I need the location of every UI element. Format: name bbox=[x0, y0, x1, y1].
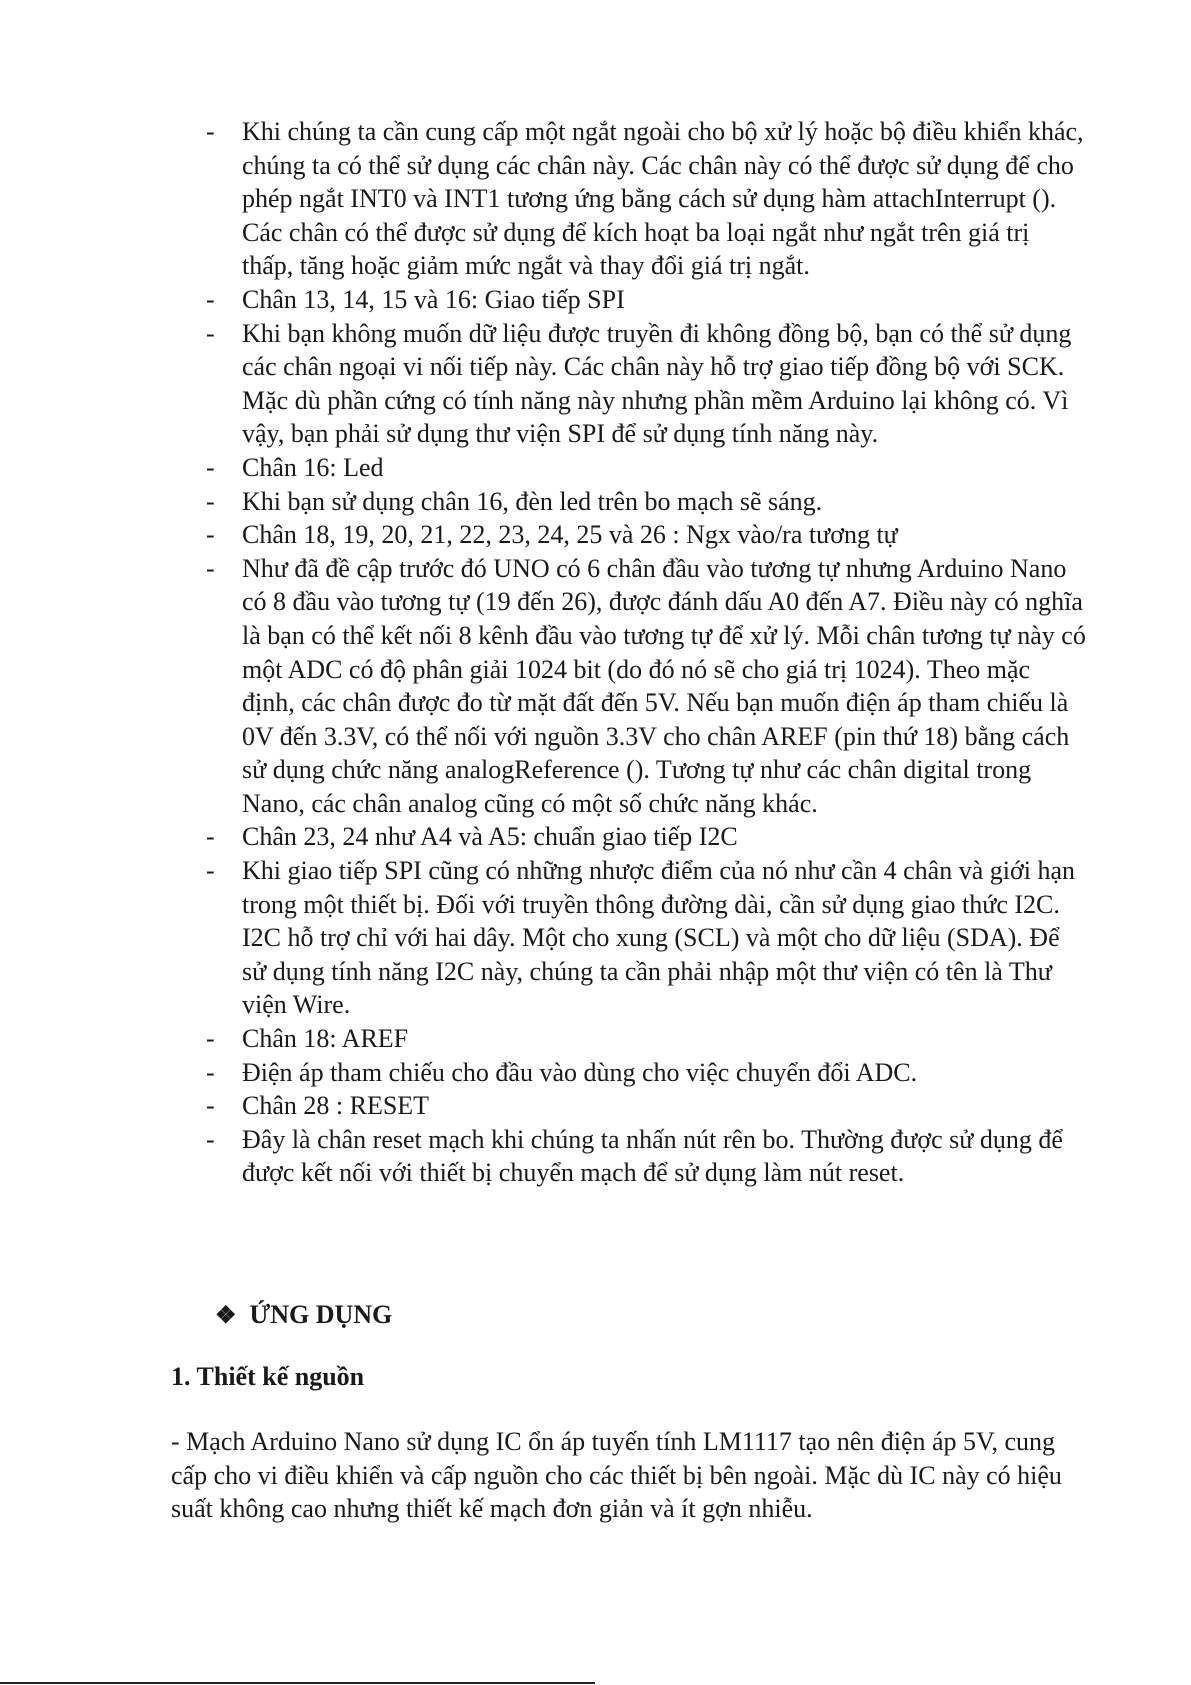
list-item bbox=[206, 1022, 1086, 1056]
list-item-text: Chân 16: Led bbox=[242, 452, 384, 482]
list-item-text: Đây là chân reset mạch khi chúng ta nhấn nút rên bo. Thường được sử dụng để được kết nối với thiết bị chuyển mạch để sử dụng làm nút reset. bbox=[242, 1124, 1063, 1188]
list-item-text: Điện áp tham chiếu cho đầu vào dùng cho việc chuyển đổi ADC. bbox=[242, 1057, 918, 1087]
list-item bbox=[206, 115, 1086, 283]
dash-marker: - bbox=[206, 486, 215, 516]
dash-marker: - bbox=[206, 1057, 215, 1087]
list-item-text: Khi bạn không muốn dữ liệu được truyền đi không đồng bộ, bạn có thể sử dụng các chân ngoại vi nối tiếp này. Các chân này hỗ trợ giao tiếp đồng bộ với SCK. Mặc dù phần cứng có tính năng này nhưng phần mềm Arduino lại không có. Vì vậy, bạn phải sử dụng thư viện SPI để sử dụng tính năng này. bbox=[242, 318, 1072, 449]
dash-marker: - bbox=[206, 284, 215, 314]
section-heading-text: ỨNG DỤNG bbox=[249, 1300, 393, 1329]
list-item-text: Chân 18: AREF bbox=[242, 1024, 409, 1054]
dash-marker: - bbox=[206, 1124, 215, 1154]
list-item-text: Như đã đề cập trước đó UNO có 6 chân đầu vào tương tự nhưng Arduino Nano có 8 đầu vào tương tự (19 đến 26), được đánh dấu A0 đến A7. Điều này có nghĩa là bạn có thể kết nối 8 kênh đầu vào tương tự để xử lý. Mỗi chân tương tự này có một ADC có độ phân giải 1024 bit (do đó nó sẽ cho giá trị 1024). Theo mặc định, các chân được đo từ mặt đất đến 5V. Nếu bạn muốn điện áp tham chiếu là 0V đến 3.3V, có thể nối với nguồn 3.3V cho chân AREF (pin thứ 18) bằng cách sử dụng chức năng analogReference (). Tương tự như các chân digital trong Nano, các chân analog cũng có một số chức năng khác. bbox=[242, 553, 1086, 818]
dash-marker: - bbox=[206, 822, 215, 852]
dash-marker: - bbox=[206, 553, 215, 583]
diamond-bullet-icon: ❖ bbox=[215, 1303, 237, 1329]
dash-marker: - bbox=[206, 117, 215, 146]
list-item bbox=[206, 518, 1086, 552]
sub-heading: 1. Thiết kế nguồn bbox=[171, 1362, 365, 1391]
list-item-text: Khi bạn sử dụng chân 16, đèn led trên bo mạch sẽ sáng. bbox=[242, 486, 823, 516]
dash-marker: - bbox=[206, 318, 215, 348]
list-item-text: Khi giao tiếp SPI cũng có những nhược điểm của nó như cần 4 chân và giới hạn trong một thiết bị. Đối với truyền thông đường dài, cần sử dụng giao thức I2C. I2C hỗ trợ chỉ với hai dây. Một cho xung (SCL) và một cho dữ liệu (SDA). Để sử dụng tính năng I2C này, chúng ta cần phải nhập một thư viện có tên là Thư viện Wire. bbox=[242, 856, 1075, 1020]
list-item bbox=[206, 552, 1086, 821]
list-item bbox=[206, 317, 1086, 451]
footnote-divider bbox=[0, 1682, 595, 1684]
list-item-text: Chân 28 : RESET bbox=[242, 1091, 430, 1121]
list-item-text: Chân 23, 24 như A4 và A5: chuẩn giao tiếp I2C bbox=[242, 822, 738, 852]
list-item bbox=[206, 283, 1086, 317]
list-item bbox=[206, 451, 1086, 485]
list-item bbox=[206, 1056, 1086, 1090]
list-item bbox=[206, 820, 1086, 854]
section-heading bbox=[215, 1298, 392, 1333]
list-item-text: Chân 13, 14, 15 và 16: Giao tiếp SPI bbox=[242, 284, 625, 314]
pin-description-list bbox=[206, 115, 1086, 1190]
list-item bbox=[206, 1123, 1086, 1190]
body-paragraph: - Mạch Arduino Nano sử dụng IC ổn áp tuyến tính LM1117 tạo nên điện áp 5V, cung cấp cho vi điều khiển và cấp nguồn cho các thiết bị bên ngoài. Mặc dù IC này có hiệu suất không cao nhưng thiết kế mạch đơn giản và ít gợn nhiễu. bbox=[171, 1427, 1062, 1524]
list-item-text: Khi chúng ta cần cung cấp một ngắt ngoài cho bộ xử lý hoặc bộ điều khiển khác, chúng ta có thể sử dụng các chân này. Các chân này có thể được sử dụng để cho phép ngắt INT0 và INT1 tương ứng bằng cách sử dụng hàm attachInterrupt (). Các chân có thể được sử dụng để kích hoạt ba loại ngắt như ngắt trên giá trị thấp, tăng hoặc giảm mức ngắt và thay đổi giá trị ngắt. bbox=[242, 117, 1084, 281]
list-item bbox=[206, 1089, 1086, 1123]
dash-marker: - bbox=[206, 520, 215, 550]
dash-marker: - bbox=[206, 1091, 215, 1121]
list-item bbox=[206, 485, 1086, 519]
dash-marker: - bbox=[206, 1024, 215, 1054]
dash-marker: - bbox=[206, 452, 215, 482]
list-item bbox=[206, 854, 1086, 1022]
list-item-text: Chân 18, 19, 20, 21, 22, 23, 24, 25 và 26 : Ngx vào/ra tương tự bbox=[242, 520, 898, 550]
dash-marker: - bbox=[206, 856, 215, 886]
